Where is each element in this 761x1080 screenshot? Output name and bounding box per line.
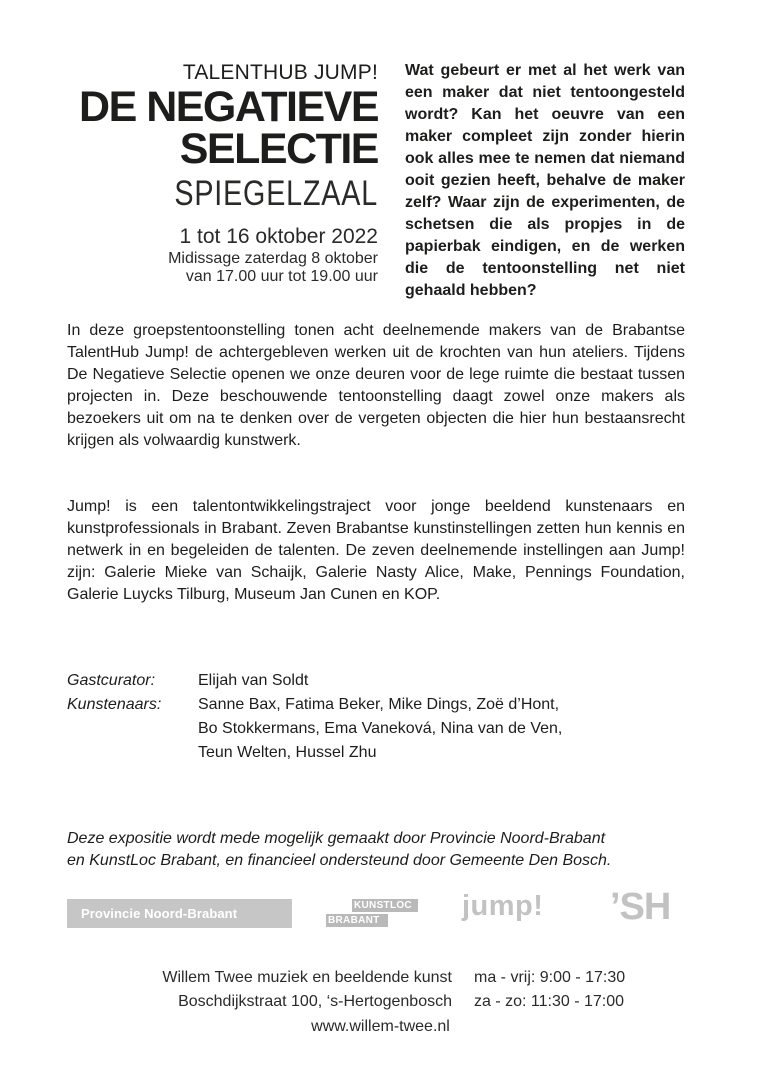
title-line-1: DE NEGATIEVE bbox=[79, 83, 378, 131]
kunstloc-logo-line-2: BRABANT bbox=[326, 914, 388, 927]
opening-hours-weekdays: ma - vrij: 9:00 - 17:30 bbox=[474, 969, 626, 986]
body-paragraph-2: Jump! is een talentontwikkelingstraject voor jonge beeldend kunstenaars en kunstprofessionals in Brabant. Zeven Brabantse kunstinstellingen zetten hun kennis en netwerk in en begeleiden de talenten. De zeven deelnemende instellingen aan Jump! zijn: Galerie Mieke van Schaijk, Galerie Nasty Alice, Make, Pennings Foundation, Galerie Luycks Tilburg, Museum Jan Cunen en KOP. bbox=[67, 498, 685, 603]
curator-name: Elijah van Soldt bbox=[198, 672, 309, 689]
intro-text: Wat gebeurt er met al het werk van een maker dat niet tentoongesteld wordt? Kan het oeuvre van een maker compleet zijn zonder hierin ook alles mee te nemen dat niemand ooit gezien heeft, behalve de maker zelf? Waar zijn de experimenten, de schetsen die als propjes in de papierbak eindigen, en de werken die de tentoonstelling net niet gehaald hebben? bbox=[405, 62, 685, 299]
jump-logo: jump! bbox=[462, 890, 544, 922]
curator-label: Gastcurator: bbox=[67, 672, 156, 689]
website-link[interactable]: www.willem-twee.nl bbox=[311, 1018, 450, 1035]
title-block bbox=[60, 60, 378, 286]
kicker: TALENTHUB JUMP! bbox=[182, 61, 378, 84]
title-line-2: SELECTIE bbox=[179, 125, 378, 173]
artists-line-2: Bo Stokkermans, Ema Vaneková, Nina van de Ven, bbox=[198, 720, 563, 737]
opening-line-1: Midissage zaterdag 8 oktober bbox=[168, 250, 378, 267]
exhibition-dates: 1 tot 16 oktober 2022 bbox=[179, 225, 378, 248]
venue: SPIEGELZAAL bbox=[174, 174, 378, 213]
artists-line-3: Teun Welten, Hussel Zhu bbox=[198, 744, 377, 761]
provincie-logo: Provincie Noord-Brabant bbox=[67, 899, 292, 928]
address-line-2: Boschdijkstraat 100, ‘s-Hertogenbosch bbox=[178, 993, 452, 1010]
body-paragraph-1: In deze groepstentoonstelling tonen acht deelnemende makers van de Brabantse TalentHub Jump! de achtergebleven werken uit de krochten van hun ateliers. Tijdens De Negatieve Selectie openen we onze deuren voor de lege ruimte die bestaat tussen projecten in. Deze beschouwende tentoonstelling daagt zowel onze makers als bezoekers uit om na te denken over de vergeten objecten die hier hun bestaansrecht krijgen als volwaardig kunstwerk. bbox=[67, 322, 685, 449]
opening-hours-weekend: za - zo: 11:30 - 17:00 bbox=[474, 993, 625, 1010]
acknowledgement-line-2: en KunstLoc Brabant, en financieel ondersteund door Gemeente Den Bosch. bbox=[67, 852, 612, 869]
opening-line-2: van 17.00 uur tot 19.00 uur bbox=[185, 268, 378, 285]
artists-line-1: Sanne Bax, Fatima Beker, Mike Dings, Zoë d’Hont, bbox=[198, 696, 560, 713]
artists-label: Kunstenaars: bbox=[67, 696, 162, 713]
address-line-1: Willem Twee muziek en beeldende kunst bbox=[162, 969, 452, 986]
acknowledgement-line-1: Deze expositie wordt mede mogelijk gemaakt door Provincie Noord-Brabant bbox=[67, 830, 606, 847]
kunstloc-logo bbox=[326, 897, 422, 931]
kunstloc-logo-line-1: KUNSTLOC bbox=[352, 899, 418, 912]
acknowledgement bbox=[67, 828, 685, 872]
sh-logo: ’SH bbox=[610, 886, 671, 928]
